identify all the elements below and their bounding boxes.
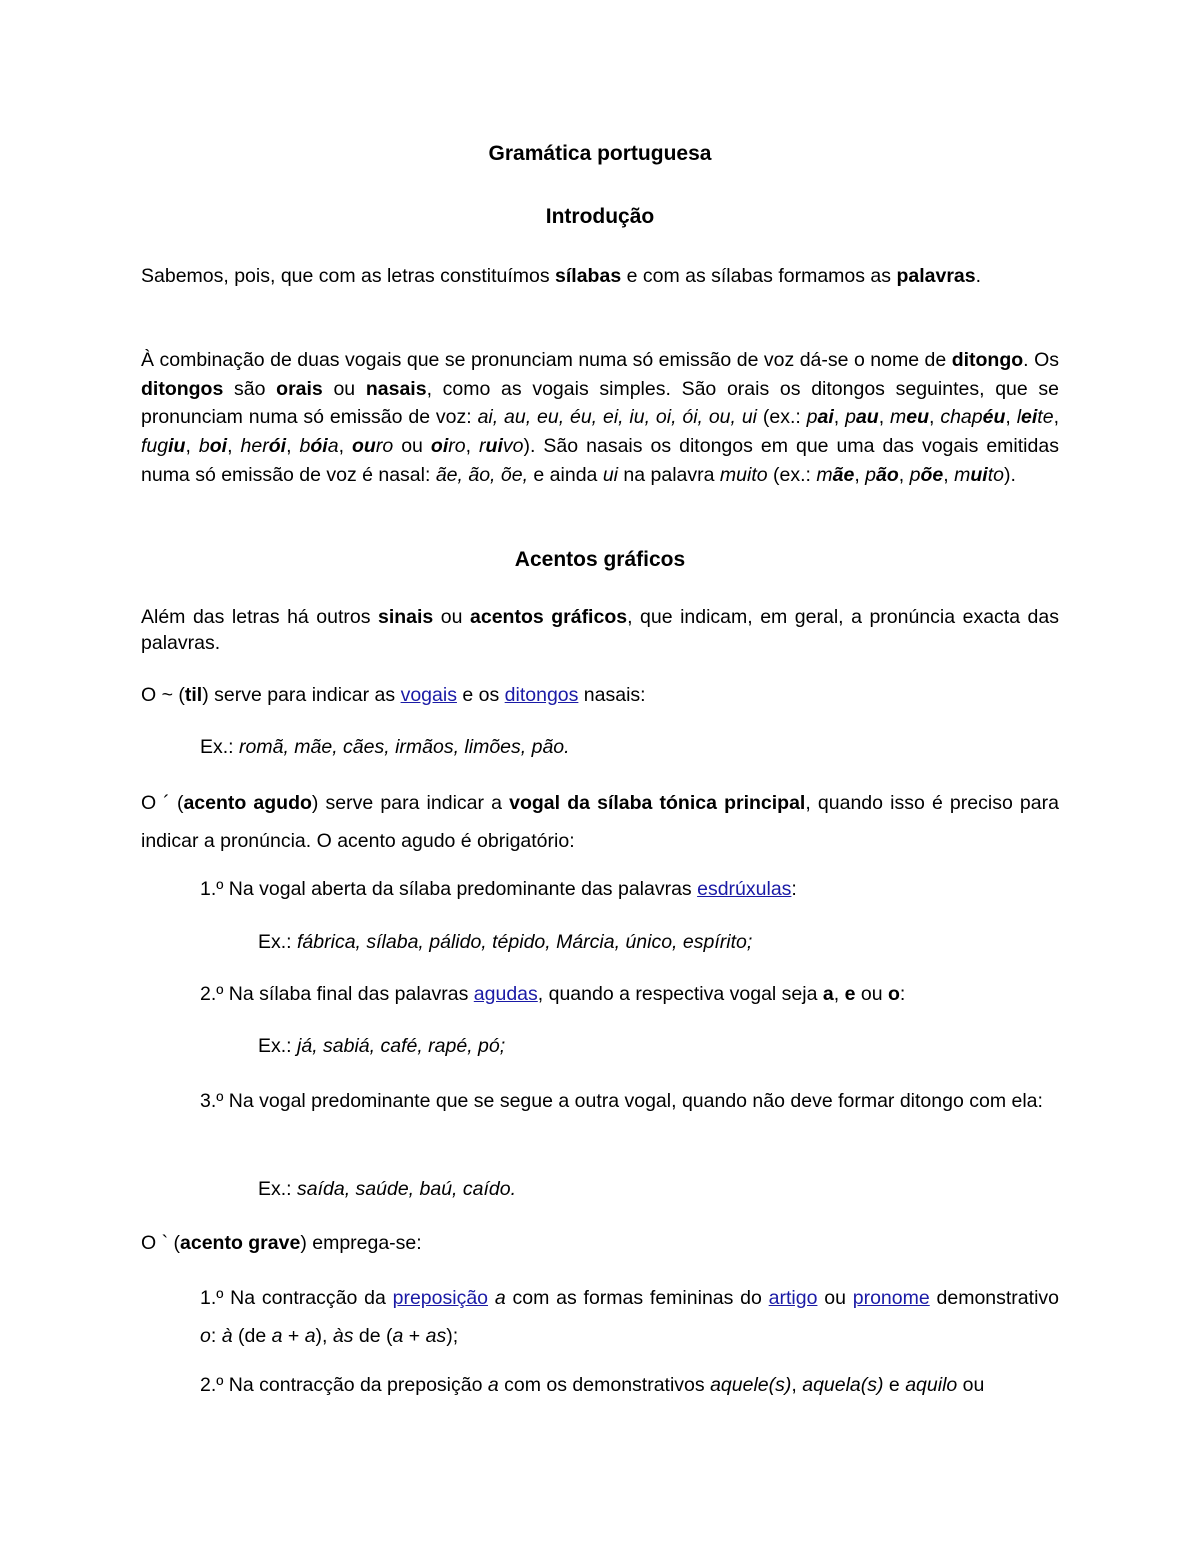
link-preposicao[interactable]: preposição xyxy=(392,1287,489,1309)
link-artigo[interactable]: artigo xyxy=(768,1287,818,1309)
link-esdruxulas[interactable]: esdrúxulas xyxy=(697,878,792,900)
example-word: ruivo xyxy=(479,435,524,458)
agudo-rule-2: 2.º Na sílaba final das palavras agudas, quando a respectiva vogal seja a, e ou o: xyxy=(200,983,906,1005)
example-word: boi xyxy=(198,435,228,458)
example-word: oiro xyxy=(430,435,466,458)
nasal-diphthong-examples: mãe, pão, põe, muito xyxy=(816,463,1004,486)
example-word: bóia xyxy=(299,435,339,458)
example-word: herói xyxy=(240,435,287,458)
example-word: pai xyxy=(806,406,834,429)
grave-rule-1: 1.º Na contracção da preposição a com as formas femininas do artigo ou pronome demonstrativo o: à (de a + a), às de (a + as); xyxy=(200,1287,1059,1347)
paragraph-sinais: Além das letras há outros sinais ou acentos gráficos, que indicam, em geral, a pronúncia exacta das palavras. xyxy=(141,606,1059,654)
link-ditongos[interactable]: ditongos xyxy=(504,684,579,706)
example-word: fugiu xyxy=(141,435,186,458)
til-example: Ex.: romã, mãe, cães, irmãos, limões, pão. xyxy=(200,736,570,758)
section-heading-introducao: Introdução xyxy=(545,205,655,228)
paragraph-ditongos: À combinação de duas vogais que se pronunciam numa só emissão de voz dá-se o nome de ditongo. Os ditongos são orais ou nasais, como as vogais simples. São orais os ditongos seguintes, que se pronunciam numa só emissão de voz: ai, au, eu, éu, ei, iu, oi, ói, ou, ui (ex.: pai, pau, meu, chapéu, leite, fugiu, boi, herói, bóia, ouro ou oiro, ruivo). São nasais os ditongos em que uma das vogais emitidas numa só emissão de voz é nasal: ãe, ão, õe, e ainda ui na palavra muito (ex.: mãe, pão, põe, muito). xyxy=(141,349,1060,486)
agudo-example-2: Ex.: já, sabiá, café, rapé, pó; xyxy=(258,1035,506,1057)
section-heading-acentos: Acentos gráficos xyxy=(514,548,686,571)
example-word: chapéu xyxy=(940,406,1006,429)
paragraph-silabas: Sabemos, pois, que com as letras constituímos sílabas e com as sílabas formamos as palavras. xyxy=(141,265,982,287)
example-word: mãe xyxy=(816,463,855,486)
link-pronome[interactable]: pronome xyxy=(852,1287,930,1309)
grave-rule: O ` (acento grave) emprega-se: xyxy=(141,1232,422,1254)
example-word: leite xyxy=(1016,406,1054,429)
oral-diphthong-examples: pai, pau, meu, chapéu, leite, fugiu, boi, herói, bóia, ouro ou oiro, ruivo xyxy=(141,406,1059,458)
agudo-rule-1: 1.º Na vogal aberta da sílaba predominante das palavras esdrúxulas: xyxy=(200,878,797,900)
link-vogais[interactable]: vogais xyxy=(400,684,457,706)
example-word: pão xyxy=(865,463,899,486)
example-word: muito xyxy=(954,463,1004,486)
agudo-example-1: Ex.: fábrica, sílaba, pálido, tépido, Márcia, único, espírito; xyxy=(258,931,753,953)
example-word: põe xyxy=(909,463,944,486)
grave-rule-2: 2.º Na contracção da preposição a com os demonstrativos aquele(s), aquela(s) e aquilo ou xyxy=(200,1374,985,1396)
til-rule: O ~ (til) serve para indicar as vogais e os ditongos nasais: xyxy=(141,684,646,706)
example-word: meu xyxy=(890,406,930,429)
agudo-rule-3: 3.º Na vogal predominante que se segue a outra vogal, quando não deve formar ditongo com ela: xyxy=(200,1090,1043,1112)
example-word: ouro xyxy=(352,435,394,458)
link-agudas[interactable]: agudas xyxy=(473,983,538,1005)
example-word: pau xyxy=(845,406,879,429)
agudo-example-3: Ex.: saída, saúde, baú, caído. xyxy=(258,1178,517,1200)
agudo-rule: O ´ (acento agudo) serve para indicar a vogal da sílaba tónica principal, quando isso é preciso para indicar a pronúncia. O acento agudo é obrigatório: xyxy=(141,792,1059,852)
document-title: Gramática portuguesa xyxy=(488,142,712,165)
